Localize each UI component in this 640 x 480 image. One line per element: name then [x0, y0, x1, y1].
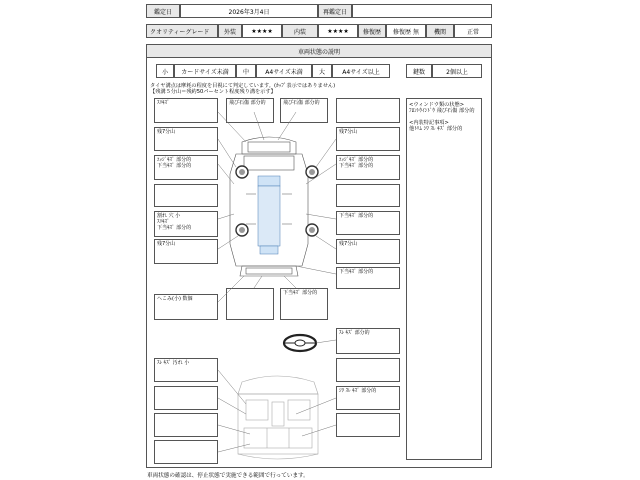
tire-note-2: 【残溝５分山＝残約50パーセント程度残り溝を示す】 [150, 89, 276, 95]
note-int-left-top: ｽﾚ ｷｽﾞ 汚れ 小 [154, 358, 218, 382]
exterior-value: ★★★★ [242, 24, 282, 38]
note-int-right-3: ｼﾜ ｽﾚ ｷｽﾞ 部分的 [336, 386, 400, 410]
inspect-date-value: 2026年3月4日 [180, 4, 318, 18]
keys-label: 鍵数 [406, 64, 432, 78]
quality-grade-label: クオリティーグレード [146, 24, 218, 38]
note-left-front-door: ｴｯｼﾞｷｽﾞ 部分的 下当ｷｽﾞ 部分的 [154, 155, 218, 180]
note-right-rear-2: 下当ｷｽﾞ 部分的 [336, 267, 400, 289]
note-hood-left: 飛び石傷 部分的 [226, 98, 274, 123]
note-tire-fl: 残7分山 [154, 127, 218, 151]
reinspect-date-value [352, 4, 492, 18]
window-header: <ウィンドウ類の状態> [409, 102, 465, 108]
note-rear-center-right: 下当ｷｽﾞ 部分的 [280, 288, 328, 320]
note-left-rear-door: 割れ 穴 小 ｽﾘｷｽﾞ 下当ｷｽﾞ 部分的 [154, 211, 218, 237]
section-title: 車両状態の説明 [146, 44, 492, 58]
note-right-rear-door: 下当ｷｽﾞ 部分的 [336, 211, 400, 235]
legend-small-desc: カードサイズ未満 [174, 64, 236, 78]
reinspect-date-label: 再鑑定日 [318, 4, 352, 18]
note-hood-right: 飛び石傷 部分的 [280, 98, 328, 123]
note-tire-fr: 残7分山 [336, 127, 400, 151]
car-diagram [146, 44, 492, 468]
note-right-front-door: ｴｯｼﾞｷｽﾞ 部分的 下当ｷｽﾞ 部分的 [336, 155, 400, 180]
legend-medium-desc: A4サイズ未満 [256, 64, 312, 78]
repair-history-label: 修復歴 [358, 24, 386, 38]
steering-wheel-icon [284, 335, 316, 351]
repair-history-value: 修復歴 無 [386, 24, 426, 38]
window-line: ﾌﾛﾝﾄｳｲﾝﾄﾞｳ 飛び石傷 部分的 [409, 108, 475, 114]
interior-label: 内装 [282, 24, 318, 38]
legend-medium-label: 中 [236, 64, 256, 78]
engine-value: 正常 [454, 24, 492, 38]
legend-large-label: 大 [312, 64, 332, 78]
note-tire-rl: 残7分山 [154, 239, 218, 264]
footer-note: 車両状態の確認は、停止状態で実施できる範囲で行っています。 [147, 473, 309, 479]
car-glass [258, 176, 280, 254]
interior-line: 他ﾄﾘﾑ ｼﾜ ｽﾚ ｷｽﾞ 部分的 [409, 126, 463, 132]
inspect-date-label: 鑑定日 [146, 4, 180, 18]
exterior-label: 外装 [218, 24, 242, 38]
interior-diagram [238, 376, 318, 459]
note-tire-rr: 残7分山 [336, 239, 400, 264]
keys-value: 2個以上 [432, 64, 482, 78]
note-front-left: ｽﾘｷｽﾞ [154, 98, 218, 123]
engine-label: 機関 [426, 24, 454, 38]
legend-small-label: 小 [156, 64, 174, 78]
tire-note-1: タイヤ溝点は摩耗の程度を目視にて判定しています。(ｶｯﾌﾟ表示ではありません) [150, 83, 336, 89]
legend-large-desc: A4サイズ以上 [332, 64, 390, 78]
note-int-right-top: ｽﾚ ｷｽﾞ 部分的 [336, 328, 400, 354]
interior-header: <内装特記事項> [409, 120, 449, 126]
interior-value: ★★★★ [318, 24, 358, 38]
note-rear-left: へこみ(小) 数個 [154, 294, 218, 320]
